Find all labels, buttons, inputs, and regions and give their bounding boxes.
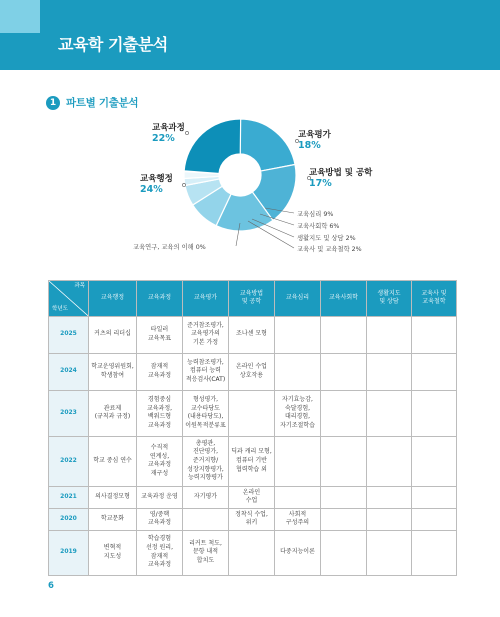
table-cell [321, 508, 367, 530]
table-cell [367, 486, 412, 508]
table-cell [367, 390, 412, 436]
col-header: 교육사 및 교육철학 [412, 281, 457, 317]
table-row [49, 390, 457, 436]
table-cell: 총평관, 진단평가, 준거지향/ 성장지향평가, 능력지향평가 [183, 436, 229, 486]
table-cell: 학교 중심 연수 [89, 436, 137, 486]
col-header: 교육행정 [89, 281, 137, 317]
table-corner-cell [49, 281, 89, 317]
year-cell: 2019 [49, 530, 89, 575]
table-cell: 학교문화 [89, 508, 137, 530]
col-header: 교육방법 및 공학 [229, 281, 275, 317]
table-cell [321, 530, 367, 575]
table-cell [367, 353, 412, 390]
table-header-row [49, 281, 457, 317]
table-cell [412, 390, 457, 436]
table-cell: 자기평가 [183, 486, 229, 508]
label-admin: 교육행정 24% [140, 174, 173, 195]
table-cell: 교육과정 운영 [137, 486, 183, 508]
table-cell: 학습경험 선정 원리, 잠재적 교육과정 [137, 530, 183, 575]
table-cell [367, 316, 412, 353]
label-counseling: 생활지도 및 상담 2% [297, 235, 356, 242]
table-cell [412, 530, 457, 575]
table-cell [229, 530, 275, 575]
table-cell: 온라인 수업 [229, 486, 275, 508]
table-row [49, 486, 457, 508]
leader-line-3 [248, 221, 294, 248]
table-cell: 의사결정모형 [89, 486, 137, 508]
corner-subject-label: 과목 [74, 283, 85, 289]
page-number: 6 [48, 581, 54, 591]
table-cell [229, 390, 275, 436]
table-cell [412, 353, 457, 390]
year-cell: 2022 [49, 436, 89, 486]
table-cell: 조나센 모형 [229, 316, 275, 353]
table-cell [321, 353, 367, 390]
label-psych: 교육심리 9% [297, 211, 334, 218]
table-cell [367, 530, 412, 575]
label-research: 교육연구, 교육의 이해 0% [133, 244, 206, 251]
table-cell [412, 316, 457, 353]
col-header: 교육과정 [137, 281, 183, 317]
section-number-badge: 1 [46, 96, 60, 110]
year-cell: 2024 [49, 353, 89, 390]
table-cell: 형성평가, 교수타당도 (내용타당도), 이원목적분류표 [183, 390, 229, 436]
col-header: 교육평가 [183, 281, 229, 317]
table-cell [412, 508, 457, 530]
corner-year-label: 학년도 [52, 305, 68, 312]
page-title: 교육학 기출분석 [58, 35, 168, 54]
table-cell: 경험중심 교육과정, 백워드형 교육과정 [137, 390, 183, 436]
table-cell [367, 508, 412, 530]
section-title: 파트별 기출분석 [66, 97, 139, 109]
table-cell: 변혁적 지도성 [89, 530, 137, 575]
table-cell: 다중지능이론 [275, 530, 321, 575]
table-cell: 잠재적 교육과정 [137, 353, 183, 390]
table-cell: 준거참조평가, 교육평가의 기본 가정 [183, 316, 229, 353]
table-cell: 영/중핵 교육과정 [137, 508, 183, 530]
table-cell: 수직적 연계성, 교육과정 재구성 [137, 436, 183, 486]
table-cell [321, 436, 367, 486]
table-cell: 관료제 (규칙과 규정) [89, 390, 137, 436]
table-row [49, 530, 457, 575]
table-cell: 딕과 캐리 모형, 컴퓨터 기반 협력학습 외 [229, 436, 275, 486]
table-cell [275, 486, 321, 508]
table-cell [412, 436, 457, 486]
table-cell [367, 436, 412, 486]
label-sociology: 교육사회학 6% [297, 223, 340, 230]
table-row [49, 436, 457, 486]
table-row [49, 508, 457, 530]
table-cell: 정착식 수업, 위키 [229, 508, 275, 530]
label-curriculum: 교육과정 22% [152, 123, 185, 144]
pie-slice-8 [184, 119, 241, 173]
table-cell [275, 316, 321, 353]
table-cell [412, 486, 457, 508]
table-cell: 자기효능감, 숙달경험, 대리경험, 자기조절학습 [275, 390, 321, 436]
table-cell: 커츠의 리더십 [89, 316, 137, 353]
year-cell: 2021 [49, 486, 89, 508]
table-cell: 온라인 수업 상호작용 [229, 353, 275, 390]
pie-slice-0 [240, 119, 295, 171]
exam-analysis-table [48, 280, 457, 576]
col-header: 교육사회학 [321, 281, 367, 317]
table-cell [321, 390, 367, 436]
table-cell: 사회적 구성주의 [275, 508, 321, 530]
col-header: 생활지도 및 상담 [367, 281, 412, 317]
table-row [49, 316, 457, 353]
label-methods: 교육방법 및 공학 17% [309, 168, 373, 189]
year-cell: 2023 [49, 390, 89, 436]
table-row [49, 353, 457, 390]
table-cell: 능력참조평가, 컴퓨터 능력 적응검사(CAT) [183, 353, 229, 390]
table-cell [321, 486, 367, 508]
year-cell: 2020 [49, 508, 89, 530]
label-history: 교육사 및 교육철학 2% [297, 246, 362, 253]
table-cell: 학교운영위원회, 학생참여 [89, 353, 137, 390]
label-marker-0 [185, 131, 188, 134]
table-cell: 타일러 교육목표 [137, 316, 183, 353]
table-cell [321, 316, 367, 353]
label-marker-3 [182, 183, 185, 186]
table-cell [183, 508, 229, 530]
label-evaluation: 교육평가 18% [298, 130, 331, 151]
col-header: 교육심리 [275, 281, 321, 317]
year-cell: 2025 [49, 316, 89, 353]
donut-chart [0, 0, 500, 270]
table-cell: 리커트 척도, 문항 내적 합치도 [183, 530, 229, 575]
table-cell [275, 436, 321, 486]
table-cell [275, 353, 321, 390]
